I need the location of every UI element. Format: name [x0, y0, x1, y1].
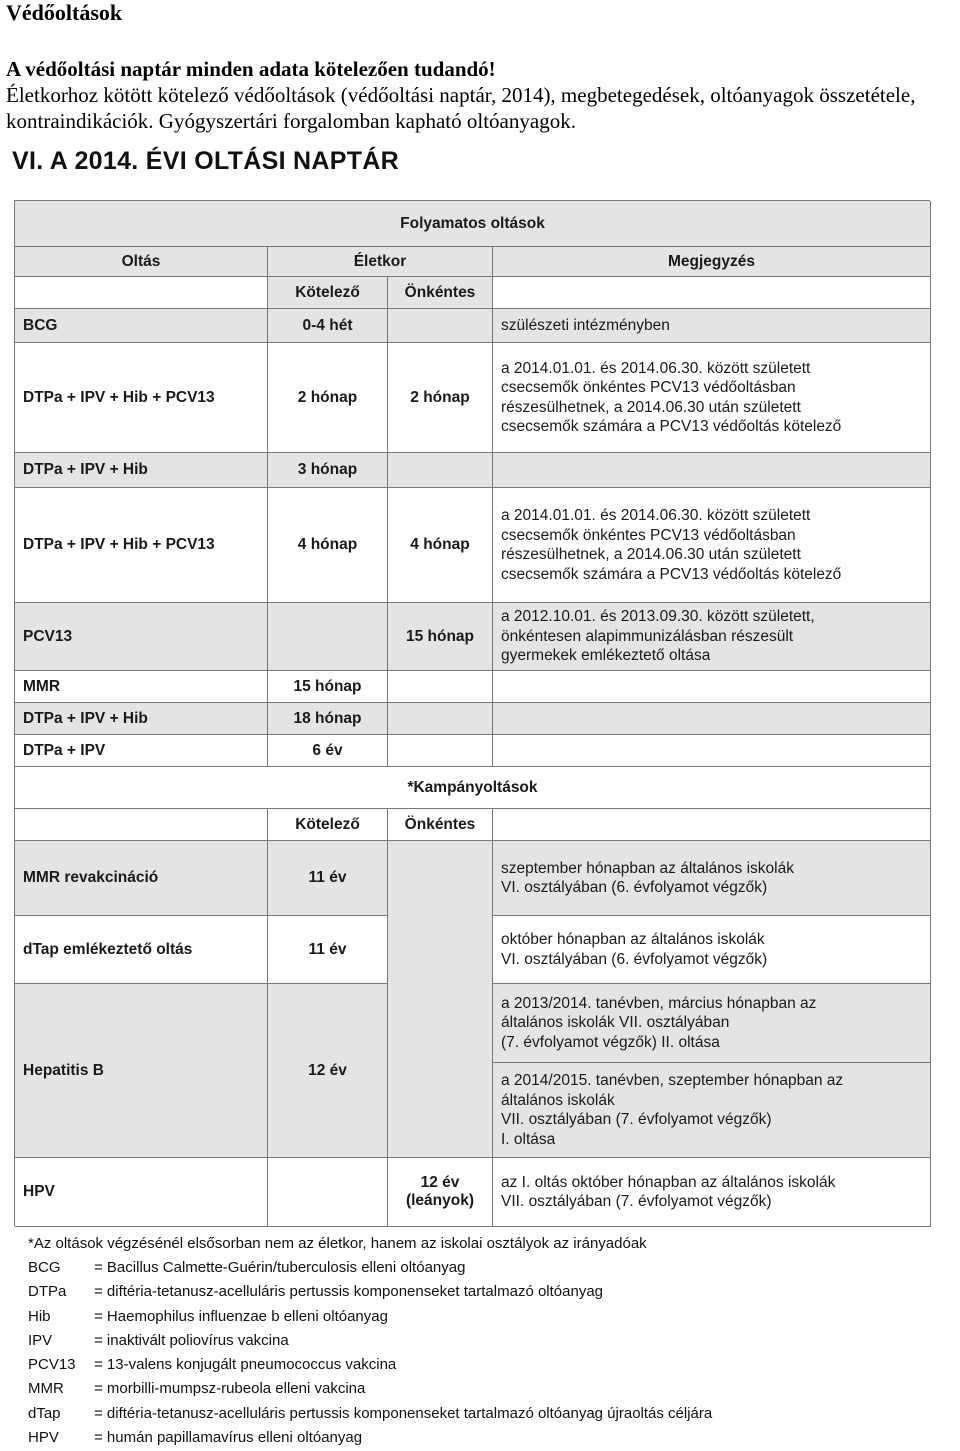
remark	[493, 1158, 931, 1227]
remark-line: általános iskolák	[501, 1091, 615, 1109]
page-subheading: A védőoltási naptár minden adata kötelezően tudandó!	[6, 57, 496, 81]
remark	[493, 984, 931, 1063]
page-heading: Védőoltások	[6, 0, 123, 25]
remark-text	[501, 1173, 835, 1212]
remark	[493, 603, 931, 671]
legend-row	[28, 1377, 712, 1401]
remark-line: a 2014/2015. tanévben, szeptember hónapban az	[501, 1072, 844, 1089]
intro-paragraph: Életkorhoz kötött kötelező védőoltások (védőoltási naptár, 2014), megbetegedések, oltóanyagok összetétele, kontraindikációk. Gyógyszertári forgalomban kapható oltóanyagok.	[6, 83, 916, 133]
legend-abbreviation: BCG	[28, 1259, 61, 1276]
remark	[493, 671, 931, 703]
col-header-eletkor: Életkor	[268, 247, 493, 277]
col-header-onkentes: Önkéntes	[388, 809, 493, 841]
optional-age	[388, 703, 493, 735]
legend-row	[28, 1280, 712, 1304]
vaccine-name: DTPa + IPV + Hib + PCV13	[15, 343, 268, 453]
optional-age	[388, 671, 493, 703]
legend-description: = diftéria-tetanusz-acelluláris pertussis komponenseket tartalmazó oltóanyag	[94, 1283, 604, 1301]
legend-abbreviation: HPV	[28, 1429, 59, 1447]
remark	[493, 841, 931, 916]
calendar-title: VI. A 2014. ÉVI OLTÁSI NAPTÁR	[12, 147, 400, 175]
remark-text	[501, 994, 816, 1053]
legend-abbreviation: Hib	[28, 1307, 51, 1325]
remark-line: szeptember hónapban az általános iskolák	[501, 859, 794, 877]
remark-text	[501, 930, 767, 969]
section-header-campaign: *Kampányoltások	[15, 767, 931, 809]
legend-row	[28, 1426, 712, 1450]
remark-line: csecsemők számára a PCV13 védőoltás kötelező	[501, 565, 842, 583]
remark	[493, 703, 931, 735]
col-header-oltas: Oltás	[15, 247, 268, 277]
col-header-empty	[493, 277, 931, 309]
legend-description: = diftéria-tetanusz-acelluláris pertussis komponenseket tartalmazó oltóanyag újraoltás céljára	[94, 1404, 713, 1422]
remark-line: VI. osztályában (6. évfolyamot végzők)	[501, 879, 768, 896]
remark	[493, 453, 931, 488]
remark-line: gyermekek emlékeztető oltása	[501, 647, 711, 665]
optional-age	[388, 309, 493, 343]
legend-description: = inaktivált poliovírus vakcina	[94, 1331, 289, 1349]
vaccine-name: dTap emlékeztető oltás	[15, 916, 268, 984]
optional-age	[388, 1158, 493, 1227]
optional-age-text	[406, 1174, 474, 1210]
col-header-megjegyzes: Megjegyzés	[493, 247, 931, 277]
remark-line: szülészeti intézményben	[501, 316, 670, 334]
remark	[493, 1063, 931, 1158]
optional-age	[388, 735, 493, 767]
mandatory-age: 6 év	[268, 735, 388, 767]
mandatory-age: 3 hónap	[268, 453, 388, 488]
remark-line: csecsemők önkéntes PCV13 védőoltásban	[501, 379, 796, 396]
remark-line: a 2014.01.01. és 2014.06.30. között született	[501, 359, 811, 377]
legend-description: = Bacillus Calmette-Guérin/tuberculosis elleni oltóanyag	[94, 1259, 466, 1276]
legend-description: = humán papillamavírus elleni oltóanyag	[94, 1429, 363, 1447]
remark-line: önkéntesen alapimmunizálásban részesült	[501, 627, 794, 645]
optional-age-line: (leányok)	[405, 1192, 475, 1209]
document-header	[6, 0, 956, 134]
remark-line: VII. osztályában (7. évfolyamot végzők)	[501, 1193, 772, 1210]
remark-text	[501, 1071, 843, 1149]
mandatory-age: 18 hónap	[268, 703, 388, 735]
optional-age: 4 hónap	[388, 488, 493, 603]
remark-line: általános iskolák VII. osztályában	[501, 1014, 730, 1032]
col-header-empty	[15, 277, 268, 309]
optional-age: 2 hónap	[388, 343, 493, 453]
vaccine-name: PCV13	[15, 603, 268, 671]
legend-row	[28, 1353, 712, 1377]
remark	[493, 735, 931, 767]
remark	[493, 343, 931, 453]
vaccine-name: BCG	[15, 309, 268, 343]
vaccine-name: MMR	[15, 671, 268, 703]
vaccine-name: DTPa + IPV + Hib	[15, 453, 268, 488]
mandatory-age	[268, 603, 388, 671]
remark-line: VI. osztályában (6. évfolyamot végzők)	[501, 950, 768, 968]
mandatory-age: 11 év	[268, 916, 388, 984]
legend-abbreviation: MMR	[28, 1380, 64, 1398]
vaccine-name: Hepatitis B	[15, 984, 268, 1158]
vaccine-name: MMR revakcináció	[15, 841, 268, 916]
section-header-continuous: Folyamatos oltások	[15, 201, 931, 247]
remark-text	[501, 859, 794, 898]
remark-line: október hónapban az általános iskolák	[501, 931, 765, 948]
remark-line: a 2013/2014. tanévben, március hónapban az	[501, 994, 817, 1012]
remark-text	[501, 607, 815, 666]
remark-line: részesülhetnek, a 2014.06.30 után született	[501, 398, 801, 416]
vaccination-calendar-table	[14, 200, 930, 1226]
vaccine-name: DTPa + IPV + Hib + PCV13	[15, 488, 268, 603]
legend-row	[28, 1402, 712, 1426]
mandatory-age: 0-4 hét	[268, 309, 388, 343]
mandatory-age: 15 hónap	[268, 671, 388, 703]
vaccine-name: DTPa + IPV	[15, 735, 268, 767]
col-header-kotelezo: Kötelező	[268, 277, 388, 309]
legend-description: = morbilli-mumpsz-rubeola elleni vakcina	[94, 1380, 366, 1398]
legend-description: = Haemophilus influenzae b elleni oltóanyag	[94, 1307, 388, 1325]
col-header-empty	[493, 809, 931, 841]
legend-abbreviation: PCV13	[28, 1356, 76, 1374]
mandatory-age: 2 hónap	[268, 343, 388, 453]
optional-age	[388, 453, 493, 488]
remark-line: VII. osztályában (7. évfolyamot végzők)	[501, 1111, 772, 1128]
mandatory-age-empty	[268, 1158, 388, 1227]
remark-line: a 2014.01.01. és 2014.06.30. között született	[501, 507, 811, 524]
remark-line: I. oltása	[501, 1130, 556, 1148]
optional-age: 15 hónap	[388, 603, 493, 671]
remark-line: csecsemők számára a PCV13 védőoltás kötelező	[501, 418, 842, 435]
remark	[493, 916, 931, 984]
legend	[28, 1232, 712, 1450]
legend-row	[28, 1305, 712, 1329]
remark-line: az I. oltás október hónapban az általános iskolák	[501, 1173, 836, 1191]
remark-line: a 2012.10.01. és 2013.09.30. között született,	[501, 608, 815, 626]
legend-row	[28, 1329, 712, 1353]
vaccine-name: HPV	[15, 1158, 268, 1227]
legend-abbreviation: IPV	[28, 1331, 53, 1349]
remark-text	[501, 359, 841, 437]
mandatory-age: 4 hónap	[268, 488, 388, 603]
remark-text	[501, 506, 841, 584]
remark	[493, 309, 931, 343]
optional-age-empty	[388, 841, 493, 1158]
legend-description: = 13-valens konjugált pneumococcus vakcina	[94, 1356, 397, 1374]
optional-age-line: 12 év	[420, 1174, 460, 1191]
remark-line: (7. évfolyamot végzők) II. oltása	[501, 1033, 720, 1051]
remark-line: csecsemők önkéntes PCV13 védőoltásban	[501, 526, 796, 544]
legend-row	[28, 1256, 712, 1280]
col-header-onkentes: Önkéntes	[388, 277, 493, 309]
col-header-kotelezo: Kötelező	[268, 809, 388, 841]
mandatory-age: 12 év	[268, 984, 388, 1158]
legend-abbreviation: DTPa	[28, 1283, 67, 1301]
remark	[493, 488, 931, 603]
remark-line: részesülhetnek, a 2014.06.30 után született	[501, 546, 801, 563]
vaccine-name: DTPa + IPV + Hib	[15, 703, 268, 735]
mandatory-age: 11 év	[268, 841, 388, 916]
footnote: *Az oltások végzésénél elsősorban nem az életkor, hanem az iskolai osztályok az irányadóak	[28, 1235, 647, 1252]
remark-text	[501, 316, 670, 336]
col-header-empty	[15, 809, 268, 841]
legend-abbreviation: dTap	[28, 1404, 61, 1422]
